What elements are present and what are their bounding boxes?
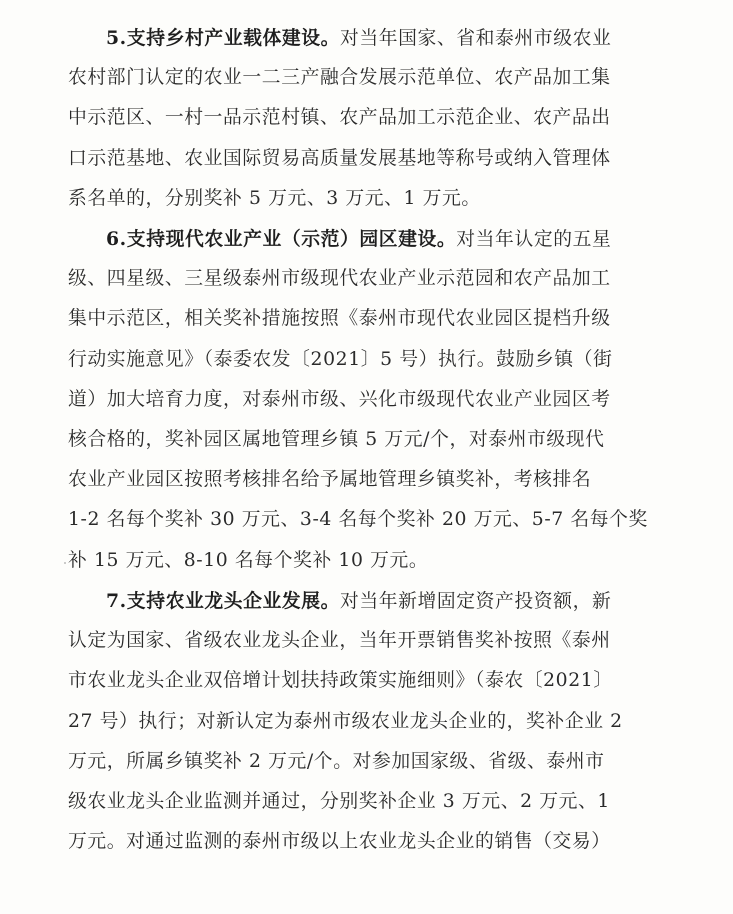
section-5-heading: 5.支持乡村产业载体建设。 <box>106 27 340 49</box>
section-5-line-2: 农村部门认定的农业一二三产融合发展示范单位、农产品加工集 <box>68 67 611 89</box>
section-6-line-2: 级、四星级、三星级泰州市级现代农业产业示范园和农产品加工 <box>68 268 611 290</box>
section-7-line-5: 万元，所属乡镇奖补 2 万元/个。对参加国家级、省级、泰州市 <box>68 750 605 772</box>
section-5-line-3: 中示范区、一村一品示范村镇、农产品加工示范企业、农产品出 <box>68 107 611 129</box>
section-5-line-1 <box>68 18 658 58</box>
section-6-line-4: 行动实施意见》（泰委农发〔2021〕5 号）执行。鼓励乡镇（街 <box>68 348 613 370</box>
section-5 <box>68 18 658 219</box>
section-5-line-4: 口示范基地、农业国际贸易高质量发展基地等称号或纳入管理体 <box>68 147 611 169</box>
section-6-line-9: 补 15 万元、8-10 名每个奖补 10 万元。 <box>68 549 429 571</box>
scan-speck <box>64 562 66 564</box>
section-7-line-3: 市农业龙头企业双倍增计划扶持政策实施细则》（泰农〔2021〕 <box>68 670 613 692</box>
section-6 <box>68 219 658 581</box>
section-5-line-5: 系名单的，分别奖补 5 万元、3 万元、1 万元。 <box>68 187 481 209</box>
section-6-line-3: 集中示范区，相关奖补措施按照《泰州市现代农业园区提档升级 <box>68 308 611 330</box>
section-7-text: 对当年新增固定资产投资额，新 <box>340 591 612 612</box>
section-6-line-7: 农业产业园区按照考核排名给予属地管理乡镇奖补，考核排名 <box>68 469 592 491</box>
section-6-heading: 6.支持现代农业产业（示范）园区建设。 <box>106 228 457 250</box>
section-6-line-6: 核合格的，奖补园区属地管理乡镇 5 万元/个，对泰州市级现代 <box>68 428 605 450</box>
section-7-line-6: 级农业龙头企业监测并通过，分别奖补企业 3 万元、2 万元、1 <box>68 790 610 812</box>
section-5-text: 对当年国家、省和泰州市级农业 <box>340 28 612 49</box>
section-7-line-4: 27 号）执行；对新认定为泰州市级农业龙头企业的，奖补企业 2 <box>68 710 623 732</box>
section-7-line-7: 万元。对通过监测的泰州市级以上农业龙头企业的销售（交易） <box>68 831 611 853</box>
section-6-line-8: 1-2 名每个奖补 30 万元、3-4 名每个奖补 20 万元、5-7 名每个奖 <box>68 509 648 531</box>
section-7 <box>68 581 658 862</box>
section-6-text: 对当年认定的五星 <box>456 229 612 250</box>
section-6-line-1 <box>68 219 658 259</box>
section-6-line-5: 道）加大培育力度，对泰州市级、兴化市级现代农业产业园区考 <box>68 388 611 410</box>
section-7-line-2: 认定为国家、省级农业龙头企业，当年开票销售奖补按照《泰州 <box>68 630 611 652</box>
section-7-line-1 <box>68 581 658 621</box>
section-7-heading: 7.支持农业龙头企业发展。 <box>106 590 340 612</box>
